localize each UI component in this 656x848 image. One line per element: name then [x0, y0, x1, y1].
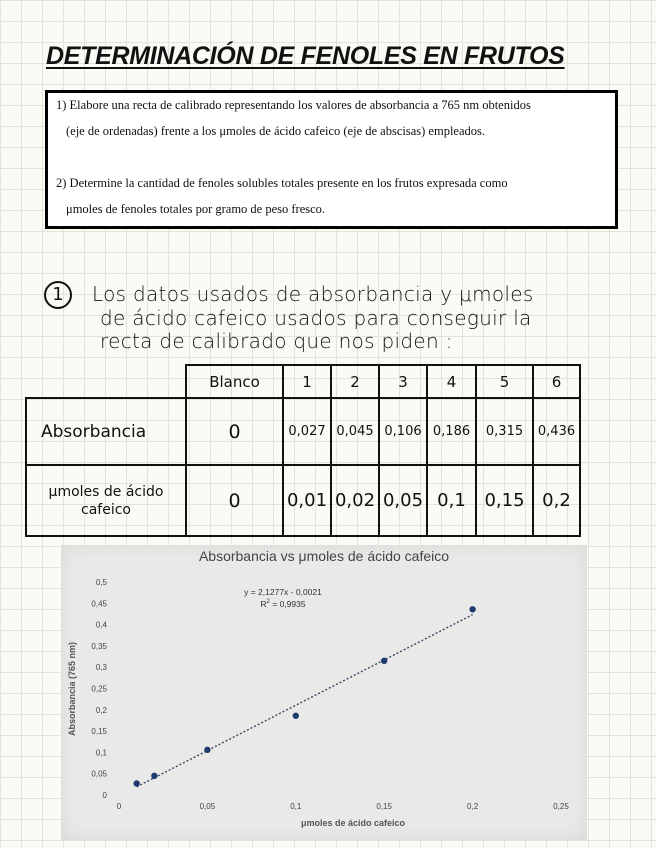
data-points: [133, 606, 475, 787]
x-tick-label: 0: [116, 802, 122, 811]
table-cell: 0,436: [533, 398, 580, 465]
table-cell: 0: [186, 465, 283, 536]
x-tick-label: 0,1: [290, 802, 302, 811]
y-axis-ticks: [91, 578, 107, 800]
page-title: DETERMINACIÓN DE FENOLES EN FRUTOS: [46, 42, 565, 70]
y-tick-label: 0,4: [95, 620, 107, 630]
x-axis-label: μmoles de ácido cafeico: [300, 818, 406, 828]
y-tick-label: 0,45: [91, 599, 107, 609]
task-2-line-2: μmoles de fenoles totales por gramo de peso fresco.: [66, 202, 326, 216]
r-squared: [260, 599, 305, 609]
table-cell: 0,106: [379, 398, 427, 465]
x-tick-label: 0,15: [376, 802, 392, 811]
answer-number-circle: 1: [44, 281, 72, 309]
answer-line-3: recta de calibrado que nos piden :: [100, 329, 453, 353]
y-tick-label: 0,15: [91, 727, 107, 737]
table-header-row: [26, 365, 580, 398]
x-axis-ticks: [117, 802, 570, 811]
row-label: [26, 465, 186, 536]
table-cell: 0,15: [476, 465, 533, 536]
row-label-line-2: cafeico: [81, 501, 131, 518]
x-tick-label: 0,05: [199, 802, 216, 811]
y-axis-label: Absorbancia (765 nm): [67, 641, 77, 737]
header-cell: 5: [476, 365, 533, 398]
r-squared-sup: 2: [266, 599, 270, 605]
y-tick-label: 0,25: [91, 684, 107, 694]
chart-title: Absorbancia vs μmoles de ácido cafeico: [198, 548, 450, 564]
trendline-equation: y = 2,1277x - 0,0021: [244, 587, 322, 597]
table-cell: 0,027: [283, 398, 331, 465]
table-cell: 0,1: [427, 465, 476, 536]
y-tick-label: 0,3: [95, 663, 107, 673]
y-tick-label: 0,05: [91, 769, 107, 779]
task-1-line-2: (eje de ordenadas) frente a los μmoles de ácido cafeico (eje de abscisas) empleados.: [66, 124, 486, 138]
task-2-line-1: 2) Determine la cantidad de fenoles solubles totales presente en los frutos expresada como: [56, 176, 508, 190]
task-box: [45, 90, 618, 229]
table-cell: 0,045: [331, 398, 379, 465]
header-cell: 2: [331, 365, 379, 398]
header-cell: 4: [427, 365, 476, 398]
y-tick-label: 0: [102, 791, 107, 800]
y-tick-label: 0,2: [95, 705, 107, 715]
task-2: [56, 170, 606, 222]
calibration-chart: [61, 545, 587, 840]
row-label-line-1: μmoles de ácido: [48, 483, 164, 500]
data-point: [133, 780, 139, 786]
table-row-umoles: [26, 465, 580, 536]
y-tick-label: 0,35: [91, 641, 107, 651]
r-squared-value: = 0,9935: [269, 599, 306, 609]
row-label: Absorbancia: [26, 398, 186, 465]
table-cell: 0,02: [331, 465, 379, 536]
y-tick-label: 0,5: [95, 578, 107, 587]
data-point: [293, 713, 299, 719]
chart-photo: [61, 545, 587, 840]
table-row-absorbancia: [26, 398, 580, 465]
header-cell: Blanco: [186, 365, 283, 398]
calibration-table: [25, 364, 581, 537]
table-cell: 0,2: [533, 465, 580, 536]
table-cell: 0,01: [283, 465, 331, 536]
answer-line-1: Los datos usados de absorbancia y μmoles: [92, 282, 534, 306]
answer-line-2: de ácido cafeico usados para conseguir la: [100, 306, 532, 330]
task-1-line-1: 1) Elabore una recta de calibrado representando los valores de absorbancia a 765 nm obtenidos: [56, 98, 531, 112]
table-cell: 0,186: [427, 398, 476, 465]
data-point: [469, 606, 475, 612]
table-cell: 0,05: [379, 465, 427, 536]
header-cell: 3: [379, 365, 427, 398]
data-point: [381, 658, 387, 664]
data-point: [204, 747, 210, 753]
task-1: [56, 92, 606, 144]
y-tick-label: 0,1: [95, 748, 107, 758]
trendline: [137, 615, 473, 787]
table-cell: 0,315: [476, 398, 533, 465]
x-tick-label: 0,2: [467, 802, 479, 811]
table-cell: 0: [186, 398, 283, 465]
x-tick-label: 0,25: [553, 802, 569, 811]
data-point: [151, 773, 157, 779]
header-cell: 6: [533, 365, 580, 398]
r-squared-prefix: R: [260, 599, 267, 609]
header-cell: 1: [283, 365, 331, 398]
